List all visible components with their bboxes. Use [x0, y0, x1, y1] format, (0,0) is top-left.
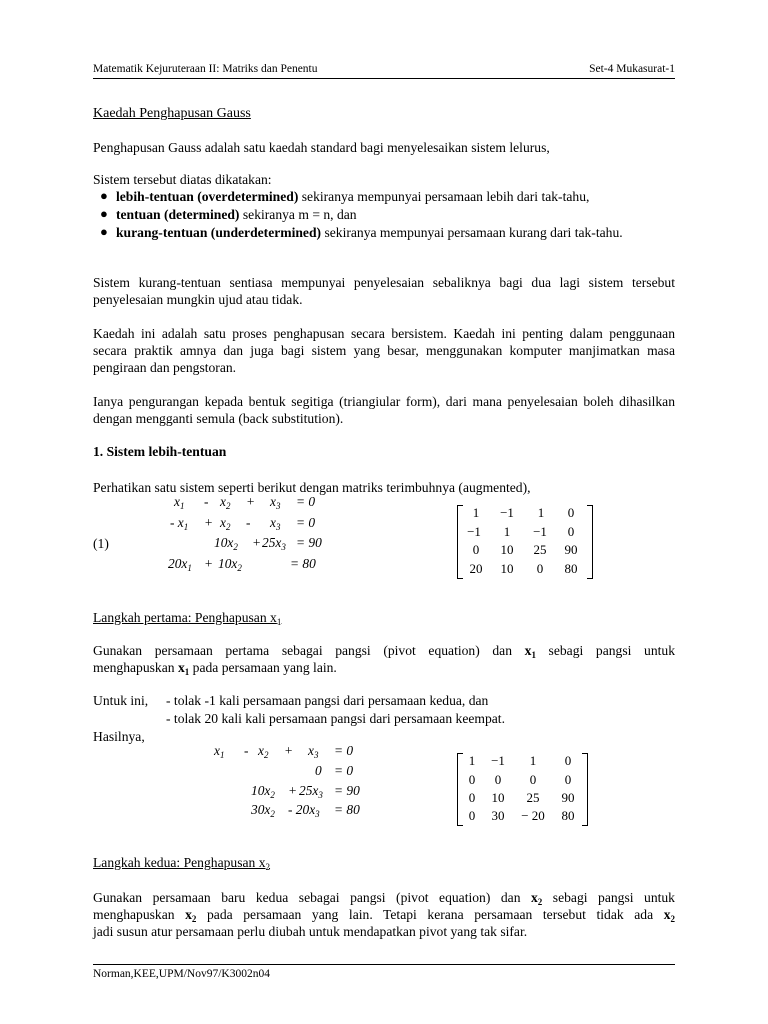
matrix-cell: 0	[564, 753, 572, 768]
matrix-cell: 0	[567, 524, 575, 539]
matrix-cell: 1	[537, 505, 545, 520]
step2-heading: Langkah kedua: Penghapusan $x_2$	[93, 855, 271, 872]
matrix-cell: −1	[467, 524, 481, 539]
page-title: Kaedah Penghapusan Gauss	[93, 106, 251, 121]
footer-rule	[93, 964, 675, 965]
footer-text: Norman,KEE,UPM/Nov97/K3002n04	[93, 968, 270, 980]
section-heading: 1. Sistem lebih-tentuan	[93, 444, 227, 459]
matrix-cell: 1	[529, 753, 537, 768]
step2-line2: menghapuskan $x_2$ pada persamaan yang lain. Tetapi kerana persamaan tersebut tidak ada $x_2$	[93, 907, 675, 924]
matrix-cell: 1	[503, 524, 511, 539]
step1-heading: Langkah pertama: Penghapusan $x_1$	[93, 610, 282, 627]
equation-label: (1)	[93, 536, 109, 551]
step2-line1: Gunakan persamaan baru kedua sebagai pangsi (pivot equation) dan $x_2$ sebagi pangsi untuk	[93, 890, 675, 907]
matrix-cell: 90	[564, 542, 578, 557]
step1-for-label: Untuk ini,	[93, 693, 149, 708]
matrix-cell: − 20	[521, 808, 545, 823]
bullet-overdetermined: lebih-tentuan (overdetermined) sekiranya mempunyai persamaan lebih dari tak-tahu,	[116, 189, 590, 204]
matrix-cell: 0	[468, 772, 476, 787]
matrix-cell: 1	[472, 505, 480, 520]
matrix-cell: 80	[561, 808, 575, 823]
paragraph-systematic: Kaedah ini adalah satu proses penghapusan secara bersistem. Kaedah ini penting dalam penggunaan secara praktik amnya dan juga bagi sistem yang besar, menggunakan komputer manjimatkan masa pengiraan dan pengstoran.	[93, 326, 675, 375]
step1-operation-2: - tolak 20 kali kali persamaan pangsi dari persamaan keempat.	[166, 711, 505, 726]
bullet-dot: ●	[100, 188, 108, 203]
paragraph-triangular: Ianya pengurangan kepada bentuk segitiga (triangiular form), dari mana penyelesaian boleh dihasilkan dengan mengganti semula (back substitution).	[93, 394, 675, 426]
step1-operation-1: - tolak -1 kali persamaan pangsi dari persamaan kedua, dan	[166, 693, 489, 708]
matrix-cell: 30	[491, 808, 505, 823]
bullet-determined: tentuan (determined) sekiranya m = n, dan	[116, 207, 357, 222]
result-label: Hasilnya,	[93, 729, 145, 744]
bullet-underdetermined: kurang-tentuan (underdetermined) sekiranya mempunyai persamaan kurang dari tak-tahu.	[116, 225, 623, 240]
matrix-cell: 0	[529, 772, 537, 787]
matrix-cell: 20	[469, 561, 483, 576]
step1-line2: menghapuskan $x_1$ pada persamaan yang lain.	[93, 660, 337, 677]
matrix-cell: 10	[500, 542, 514, 557]
matrix-cell: 0	[472, 542, 480, 557]
header-right: Set-4 Mukasurat-1	[589, 63, 675, 75]
matrix-cell: 0	[494, 772, 502, 787]
matrix-cell: 0	[468, 790, 476, 805]
intro-paragraph: Penghapusan Gauss adalah satu kaedah standard bagi menyelesaikan sistem lelurus,	[93, 140, 550, 155]
matrix-cell: 25	[526, 790, 540, 805]
matrix-cell: 0	[468, 808, 476, 823]
header-left: Matematik Kejuruteraan II: Matriks dan Penentu	[93, 63, 318, 75]
matrix-cell: −1	[500, 505, 514, 520]
bullet-dot: ●	[100, 206, 108, 221]
matrix-cell: 25	[533, 542, 547, 557]
matrix-cell: 10	[491, 790, 505, 805]
matrix-cell: 90	[561, 790, 575, 805]
augmented-matrix-2	[457, 753, 588, 826]
augmented-matrix-1	[457, 505, 593, 579]
header-rule	[93, 78, 675, 79]
matrix-cell: −1	[491, 753, 505, 768]
matrix-cell: 1	[468, 753, 476, 768]
paragraph-underdetermined: Sistem kurang-tentuan sentiasa mempunyai penyelesaian sebaliknya bagi dua lagi sistem tersebut penyelesaian mungkin ujud atau tidak.	[93, 275, 675, 307]
consider-paragraph: Perhatikan satu sistem seperti berikut dengan matriks terimbuhnya (augmented),	[93, 480, 531, 495]
matrix-cell: 0	[567, 505, 575, 520]
bullet-dot: ●	[100, 224, 108, 239]
matrix-cell: 0	[564, 772, 572, 787]
matrix-cell: 80	[564, 561, 578, 576]
matrix-cell: 0	[536, 561, 544, 576]
systems-lead: Sistem tersebut diatas dikatakan:	[93, 172, 272, 187]
matrix-cell: 10	[500, 561, 514, 576]
step1-line1: Gunakan persamaan pertama sebagai pangsi (pivot equation) dan $x_1$ sebagi pangsi untuk	[93, 643, 675, 660]
matrix-cell: −1	[533, 524, 547, 539]
step2-line3: jadi susun atur persamaan perlu diubah untuk mendapatkan pivot yang tak sifar.	[93, 924, 528, 939]
